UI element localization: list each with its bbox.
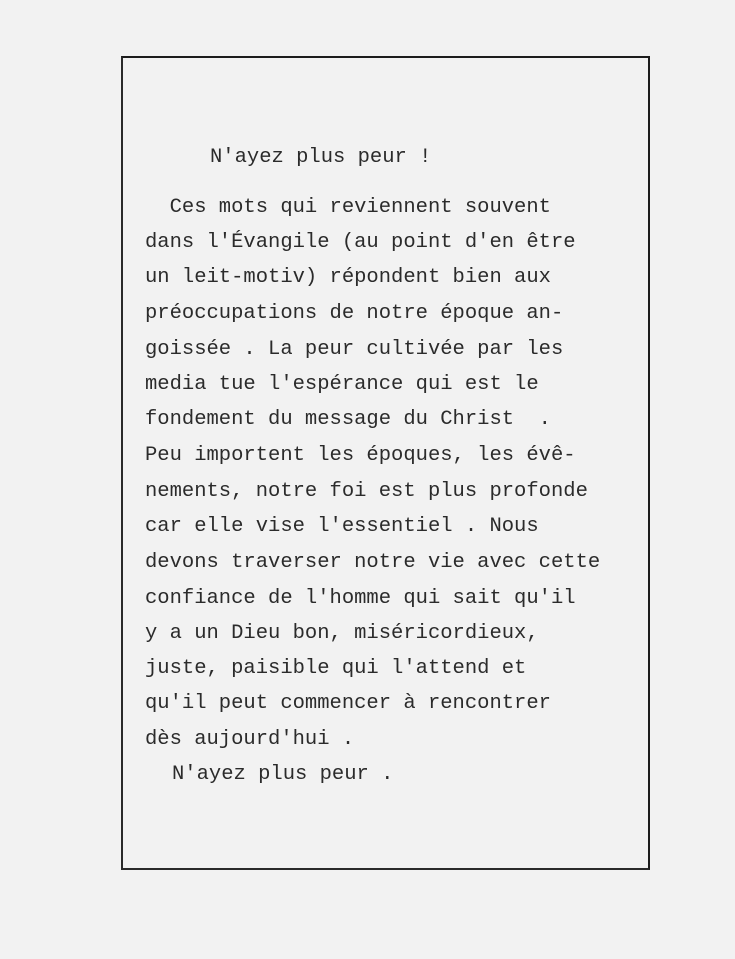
text-line: car elle vise l'essentiel . Nous <box>145 515 539 538</box>
text-line: préoccupations de notre époque an- <box>145 302 564 325</box>
text-line: devons traverser notre vie avec cette <box>145 551 601 574</box>
text-line: dans l'Évangile (au point d'en être <box>145 231 576 254</box>
text-line: juste, paisible qui l'attend et <box>145 657 527 680</box>
text-line: dès aujourd'hui . <box>145 728 355 751</box>
text-line: Peu importent les époques, les évê- <box>145 444 576 467</box>
text-line: Ces mots qui reviennent souvent <box>145 196 551 219</box>
text-line: fondement du message du Christ . <box>145 408 551 431</box>
document-title: N'ayez plus peur ! <box>210 146 432 169</box>
text-line: goissée . La peur cultivée par les <box>145 338 564 361</box>
text-line: un leit-motiv) répondent bien aux <box>145 266 551 289</box>
text-line: media tue l'espérance qui est le <box>145 373 539 396</box>
text-line: qu'il peut commencer à rencontrer <box>145 692 551 715</box>
text-line: nements, notre foi est plus profonde <box>145 480 588 503</box>
text-line: confiance de l'homme qui sait qu'il <box>145 587 576 610</box>
document-closing: N'ayez plus peur . <box>172 763 394 786</box>
text-line: y a un Dieu bon, miséricordieux, <box>145 622 539 645</box>
